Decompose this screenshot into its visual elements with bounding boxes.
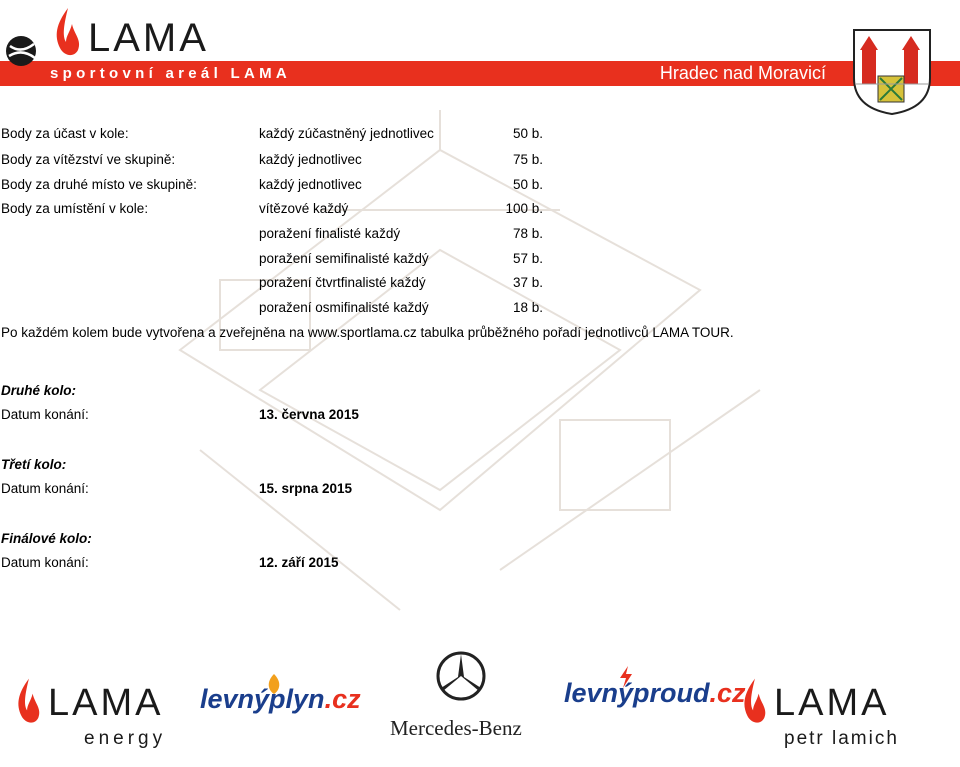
sponsor-text-c: .cz: [709, 678, 746, 708]
points-value: 57 b.: [512, 251, 543, 266]
points-who: každý zúčastněný jednotlivec: [259, 126, 434, 141]
sponsor-text-a: levný: [200, 684, 270, 714]
points-who: poražení osmifinalisté každý: [259, 300, 429, 315]
sponsor-word: LAMA: [774, 682, 890, 724]
round-date: 12. září 2015: [259, 555, 339, 570]
sponsor-text-c: .cz: [324, 684, 361, 714]
logo-word: LAMA: [88, 16, 209, 60]
points-value: 37 b.: [512, 275, 543, 290]
sponsor-name: Mercedes-Benz: [390, 716, 522, 740]
points-value: 50 b.: [512, 177, 543, 192]
points-value: 50 b.: [512, 126, 543, 141]
points-value: 18 b.: [512, 300, 543, 315]
sponsor-mercedes[interactable]: [388, 650, 538, 760]
sponsor-word: LAMA: [48, 682, 164, 724]
background-sketch: [140, 90, 820, 650]
points-who: každý jednotlivec: [259, 177, 362, 192]
round-title: Třetí kolo:: [1, 457, 67, 472]
standings-note: Po každém kolem bude vytvořena a zveřejněna na www.sportlama.cz tabulka průběžného pořadí jednotlivců LAMA TOUR.: [1, 325, 734, 340]
points-who: poražení finalisté každý: [259, 226, 401, 241]
sponsor-levnyproud[interactable]: [562, 666, 746, 752]
round-date-label: Datum konání:: [1, 555, 89, 570]
mercedes-star-icon: [435, 650, 487, 702]
sponsor-sub: petr lamich: [784, 728, 899, 749]
points-value: 75 b.: [512, 152, 543, 167]
points-value: 78 b.: [512, 226, 543, 241]
round-date: 13. června 2015: [259, 407, 359, 422]
flame-icon: [52, 6, 82, 60]
points-label: Body za umístění v kole:: [1, 201, 149, 216]
flame-icon: [740, 676, 768, 728]
round-title: Finálové kolo:: [1, 531, 92, 546]
points-label: Body za vítězství ve skupině:: [1, 152, 176, 167]
points-who: poražení semifinalisté každý: [259, 251, 429, 266]
sponsor-text-b: plyn: [269, 684, 325, 714]
points-who: poražení čtvrtfinalisté každý: [259, 275, 426, 290]
sport-ball-icon: [4, 34, 46, 68]
points-value: 100 b.: [505, 201, 543, 216]
round-date: 15. srpna 2015: [259, 481, 353, 496]
points-label: Body za druhé místo ve skupině:: [1, 177, 197, 192]
points-who: vítězové každý: [259, 201, 349, 216]
sponsor-lama-energy[interactable]: [14, 672, 184, 758]
flame-icon: [14, 676, 42, 728]
round-date-label: Datum konání:: [1, 481, 89, 496]
logo-subtitle: sportovní areál LAMA: [50, 65, 292, 82]
sponsor-text-b: proud: [633, 678, 710, 708]
sponsor-text-a: levný: [564, 678, 634, 708]
round-date-label: Datum konání:: [1, 407, 89, 422]
points-who: každý jednotlivec: [259, 152, 362, 167]
sponsor-lama-petr[interactable]: [740, 672, 920, 758]
sponsor-levnyplyn[interactable]: [198, 672, 361, 758]
city-name: Hradec nad Moravicí: [659, 63, 826, 83]
sponsor-sub: energy: [84, 728, 167, 749]
round-title: Druhé kolo:: [1, 383, 77, 398]
points-label: Body za účast v kole:: [1, 126, 129, 141]
coat-of-arms-icon: [852, 28, 932, 116]
